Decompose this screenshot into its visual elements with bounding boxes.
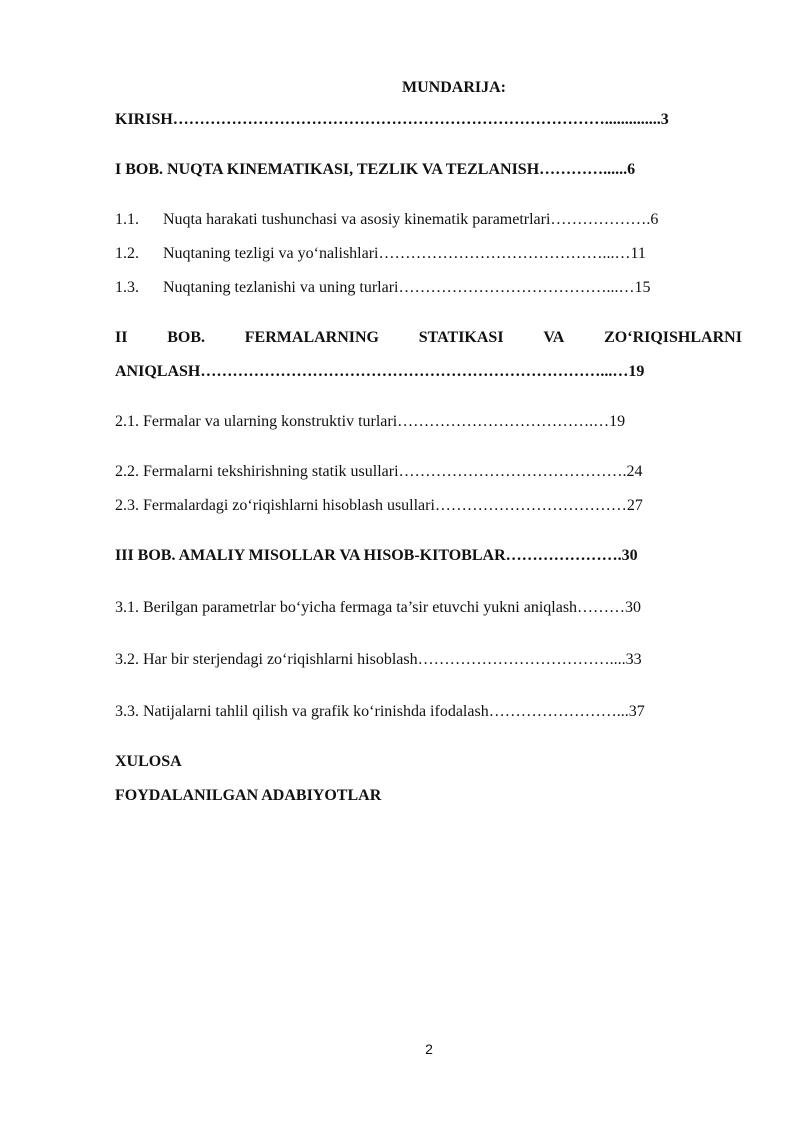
toc-chapter-1: I BOB. NUQTA KINEMATIKASI, TEZLIK VA TEZLANISH…………......6: [115, 161, 636, 178]
toc-section-2-1: 2.1. Fermalar va ularning konstruktiv turlari……………………………….…19: [115, 413, 626, 430]
chapter-word: FERMALARNING: [244, 329, 379, 346]
toc-references: FOYDALANILGAN ADABIYOTLAR: [115, 787, 382, 804]
toc-conclusion: XULOSA: [115, 753, 182, 770]
chapter-word: ZO‘RIQISHLARNI: [604, 329, 742, 346]
section-title: Nuqtaning tezlanishi va uning turlari…………………………………...…15: [163, 279, 651, 296]
section-title: Nuqtaning tezligi va yo‘nalishlari……………………………………...…11: [163, 245, 646, 262]
chapter-word: STATIKASI: [418, 329, 504, 346]
chapter-word: BOB.: [167, 329, 206, 346]
toc-section-2-3: 2.3. Fermalardagi zo‘riqishlarni hisoblash usullari………………………………27: [115, 497, 643, 514]
toc-chapter-2-line-1: [115, 328, 742, 348]
section-number: 1.3.: [115, 279, 139, 296]
toc-section-3-1: 3.1. Berilgan parametrlar bo‘yicha fermaga ta’sir etuvchi yukni aniqlash………30: [115, 599, 642, 616]
toc-chapter-2-line-2: ANIQLASH…………………………………………………………………...…19: [115, 363, 645, 380]
page-title: MUNDARIJA:: [402, 79, 506, 96]
chapter-word: VA: [543, 329, 565, 346]
toc-section-3-3: 3.3. Natijalarni tahlil qilish va grafik ko‘rinishda ifodalash……………………...37: [115, 703, 645, 720]
toc-section-1-1: [115, 210, 738, 230]
toc-intro: KIRISH………………………………………………………………………..............3: [115, 111, 669, 128]
page-number: 2: [425, 1041, 433, 1057]
toc-section-1-2: [115, 244, 738, 264]
chapter-word: II: [115, 329, 128, 346]
toc-chapter-3: III BOB. AMALIY MISOLLAR VA HISOB-KITOBLAR………………….30: [115, 547, 638, 564]
toc-section-3-2: 3.2. Har bir sterjendagi zo‘riqishlarni hisoblash………………………………....33: [115, 651, 642, 668]
section-number: 1.1.: [115, 211, 139, 228]
section-title: Nuqta harakati tushunchasi va asosiy kinematik parametrlari……………….6: [163, 211, 659, 228]
toc-section-2-2: 2.2. Fermalarni tekshirishning statik usullari…………………………………….24: [115, 463, 643, 480]
toc-section-1-3: [115, 278, 738, 298]
section-number: 1.2.: [115, 245, 139, 262]
